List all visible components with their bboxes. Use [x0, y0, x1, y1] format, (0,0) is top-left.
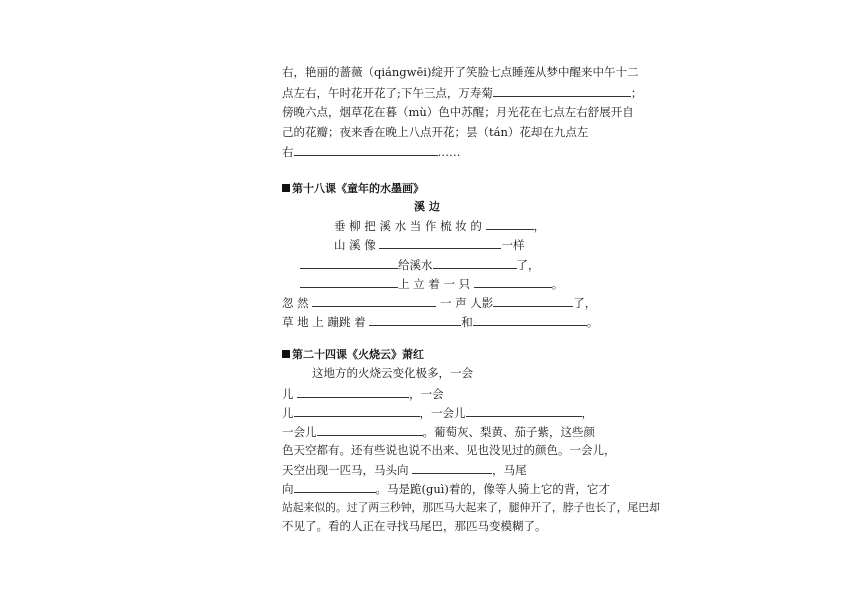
intro-line-2-text: 点左右，午时花开花了;下午三点，万寿菊 [282, 86, 493, 100]
fire-cloud-line-1: 这地方的火烧云变化极多，一会 [312, 366, 473, 380]
intro-line-2 [282, 85, 642, 101]
blank[interactable] [466, 405, 582, 417]
intro-line-5-end: …… [437, 145, 461, 159]
blank[interactable] [486, 218, 534, 230]
fire-cloud-line-3-mid: ，一会儿 [419, 406, 466, 420]
poem-line-4 [300, 276, 563, 292]
blank[interactable] [379, 237, 501, 249]
intro-line-2-end: ； [630, 86, 643, 100]
poem-line-5 [282, 295, 596, 311]
poem-line-1-text: 垂 柳 把 溪 水 当 作 梳 妆 的 [334, 219, 482, 233]
poem-line-5-mid: 一 声 人影 [439, 296, 494, 310]
fire-cloud-line-6 [282, 462, 527, 478]
fire-cloud-line-6-end: ，马尾 [492, 463, 527, 477]
blank[interactable] [474, 276, 552, 288]
fire-cloud-line-6-text: 天空出现一匹马，马头向 [282, 463, 409, 477]
poem-line-6-mid: 和 [461, 315, 473, 329]
intro-line-3: 傍晚六点，烟草花在暮（mù）色中苏醒；月光花在七点左右舒展开自 [282, 105, 634, 119]
fire-cloud-line-5: 色天空都有。还有些说也说不出来、见也没见过的颜色。一会儿， [282, 443, 616, 457]
fire-cloud-line-2 [282, 386, 444, 402]
poem-line-1-end: ， [533, 219, 546, 233]
fire-cloud-line-7 [282, 481, 610, 497]
poem-line-2 [334, 237, 524, 253]
poem-line-5-end: 了， [573, 296, 597, 310]
blank[interactable] [369, 314, 461, 326]
poem-title: 溪 边 [414, 200, 440, 213]
blank[interactable] [294, 405, 420, 417]
fire-cloud-line-2-end: ，一会 [409, 387, 444, 401]
square-bullet-icon [282, 184, 290, 192]
poem-line-3 [300, 257, 540, 273]
poem-line-5-text: 忽 然 [282, 296, 309, 310]
blank[interactable] [312, 295, 436, 307]
fire-cloud-line-3-text: 儿 [282, 406, 294, 420]
fire-cloud-line-4 [282, 424, 595, 440]
blank[interactable] [294, 144, 438, 156]
poem-line-1 [334, 218, 545, 234]
poem-line-3-text: 给溪水 [398, 258, 433, 272]
blank[interactable] [300, 257, 398, 269]
fire-cloud-line-4-text: 一会儿 [282, 425, 317, 439]
blank[interactable] [493, 295, 573, 307]
lesson24-heading [282, 347, 424, 362]
blank[interactable] [300, 276, 398, 288]
blank[interactable] [412, 462, 492, 474]
intro-line-1: 右，艳丽的蔷薇（qiángwēi)绽开了笑脸七点睡莲从梦中醒来中午十二 [282, 65, 639, 79]
poem-line-6 [282, 314, 598, 330]
blank[interactable] [473, 314, 587, 326]
blank[interactable] [317, 424, 423, 436]
poem-line-2-end: 一样 [501, 238, 525, 252]
poem-line-3-end: 了， [516, 258, 540, 272]
blank[interactable] [433, 257, 517, 269]
square-bullet-icon [282, 350, 290, 358]
lesson18-heading [282, 181, 424, 196]
fire-cloud-line-7-text: 向 [282, 482, 294, 496]
poem-line-6-text: 草 地 上 蹦跳 着 [282, 315, 366, 329]
fire-cloud-line-7-end: 。马是跪(guì)着的，像等人骑上它的背，它才 [375, 482, 610, 496]
poem-line-4-end: 。 [551, 277, 564, 291]
fire-cloud-line-3 [282, 405, 593, 421]
lesson18-heading-text: 第十八课《童年的水墨画》 [292, 182, 424, 195]
lesson24-heading-text: 第二十四课《火烧云》萧红 [292, 348, 424, 361]
blank[interactable] [294, 481, 376, 493]
blank[interactable] [297, 386, 409, 398]
poem-line-4-text: 上 立 着 一 只 [398, 277, 471, 291]
poem-line-6-end: 。 [586, 315, 599, 329]
fire-cloud-line-8: 站起来似的。过了两三秒钟，那匹马大起来了，腿伸开了，脖子也长了，尾巴却 [282, 501, 660, 514]
intro-line-5 [282, 144, 461, 160]
blank[interactable] [493, 85, 631, 97]
intro-line-4: 己的花瓣；夜来香在晚上八点开花；昙（tán）花却在九点左 [282, 125, 589, 139]
fire-cloud-line-2-text: 儿 [282, 387, 294, 401]
intro-line-5-text: 右 [282, 145, 294, 159]
fire-cloud-line-3-end: ， [581, 406, 593, 420]
fire-cloud-line-9: 不见了。看的人正在寻找马尾巴，那匹马变模糊了。 [282, 519, 547, 533]
fire-cloud-line-4-end: 。葡萄灰、梨黄、茄子紫，这些颜 [422, 425, 595, 439]
poem-line-2-text: 山 溪 像 [334, 238, 376, 252]
